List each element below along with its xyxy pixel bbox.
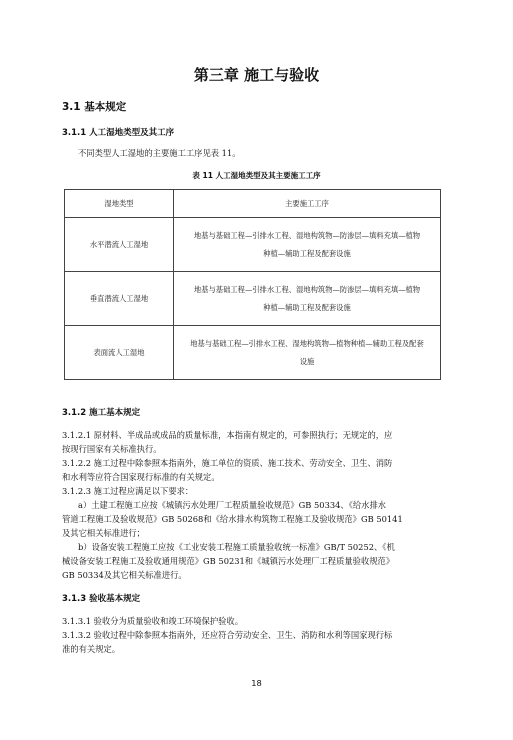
paragraph-line: 3.1.3.2 验收过程中除参照本指南外，还应符合劳动安全、卫生、消防和水利等国家现行标 [62,630,393,640]
paragraph-line: 准的有关规定。 [62,644,121,654]
row-process-line: 地基与基础工程—引排水工程、湿地构筑物—植物种植—辅助工程及配套 [190,338,424,348]
row-process-line: 地基与基础工程—引排水工程、湿地构筑物—防渗层—填料充填—植物 [193,284,421,294]
table-row [65,218,441,272]
table-row [65,326,441,380]
row-wetland-type: 表面流人工湿地 [65,326,174,380]
table-header-row [65,190,441,218]
paragraph-line: a）土建工程施工应按《城镇污水处理厂工程质量验收规范》GB 50334、《给水排水 [78,500,387,510]
header-main-process: 主要施工工序 [174,190,441,218]
paragraph-line: 及其它相关标准进行； [62,528,145,538]
row-process [174,272,441,326]
row-process-line: 种植—辅助工程及配套设施 [263,248,351,258]
row-process-line: 种植—辅助工程及配套设施 [263,302,351,312]
row-wetland-type: 水平潜流人工湿地 [65,218,174,272]
page-number: 18 [251,678,262,688]
row-process-line: 设施 [299,356,315,366]
table-row [65,272,441,326]
section-heading-3-1-2: 3.1.2 施工基本规定 [62,408,141,418]
paragraph-3-1-2-3: 3.1.2.3 施工过程应满足以下要求： [62,486,194,496]
paragraph-3-1-3-1: 3.1.3.1 验收分为质量验收和竣工环境保护验收。 [62,616,244,626]
header-wetland-type: 湿地类型 [65,190,174,218]
paragraph-item-a [62,498,403,540]
section-heading-3-1-1: 3.1.1 人工湿地类型及其工序 [62,128,175,138]
row-process-line: 地基与基础工程—引排水工程、湿地构筑物—防渗层—填料充填—植物 [193,230,421,240]
paragraph-3-1-3-2 [62,628,392,656]
row-wetland-type: 垂直潜流人工湿地 [65,272,174,326]
paragraph-3-1-2-1 [62,428,392,456]
paragraph-line: GB 50334及其它相关标准进行。 [62,570,187,580]
paragraph-line: 和水利等应符合国家现行标准的有关规定。 [62,472,220,482]
section-heading-3-1-3: 3.1.3 验收基本规定 [62,594,141,604]
row-process [174,218,441,272]
paragraph-3-1-2-2 [62,456,392,484]
intro-text: 不同类型人工湿地的主要施工工序见表 11。 [78,148,241,158]
paragraph-line: b）设备安装工程施工应按《工业安装工程施工质量验收统一标准》GB/T 50252、《机 [78,542,395,552]
construction-process-table [64,189,441,380]
table-caption: 表 11 人工湿地类型及其主要施工工序 [192,171,321,180]
section-heading-3-1: 3.1 基本规定 [62,101,127,113]
row-process [174,326,441,380]
paragraph-item-b [62,540,395,582]
paragraph-line: 按现行国家有关标准执行。 [62,444,162,454]
paragraph-line: 管道工程施工及验收规范》GB 50268和《给水排水构筑物工程施工及验收规范》GB 50141 [62,514,403,524]
paragraph-line: 3.1.2.2 施工过程中除参照本指南外，施工单位的资质、施工技术、劳动安全、卫生、消防 [62,458,393,468]
paragraph-line: 3.1.2.1 原材料、半成品或成品的质量标准，本指南有规定的，可参照执行；无规定的，应 [62,430,393,440]
chapter-title: 第三章 施工与验收 [193,66,320,84]
paragraph-line: 械设备安装工程施工及验收通用规范》GB 50231和《城镇污水处理厂工程质量验收规范》 [62,556,395,566]
